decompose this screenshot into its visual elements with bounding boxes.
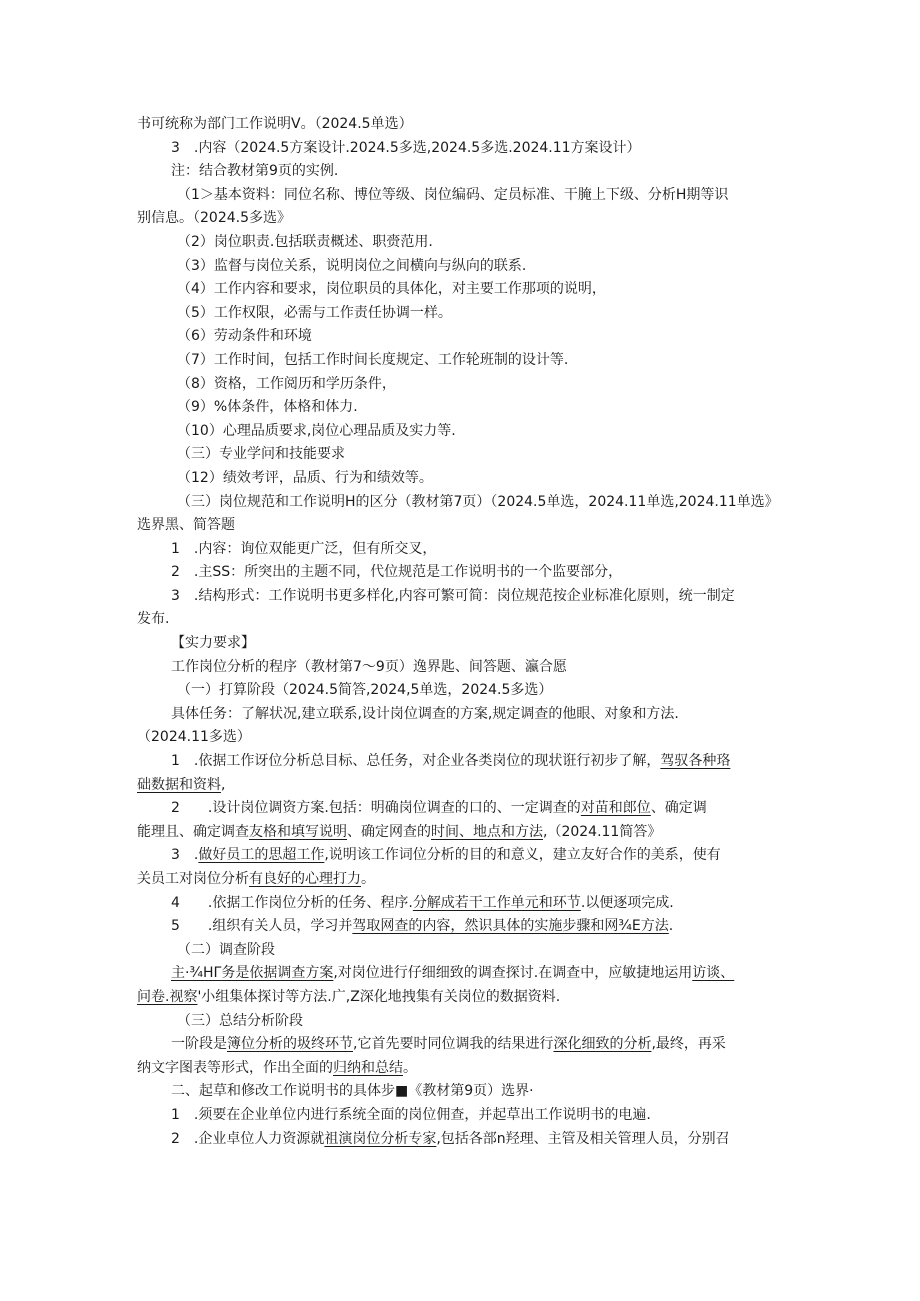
line-text: 3 .	[171, 847, 199, 864]
line-text: 一阶段是	[171, 1036, 227, 1053]
underlined-text: 问卷.视察	[137, 988, 198, 1005]
line-text: （2024.11多选）	[137, 729, 251, 746]
line-text: 关员工对岗位分析	[137, 871, 249, 887]
underlined-text: 做好员工的思超工作	[198, 847, 325, 864]
underlined-text: 驾驭各种珞	[660, 753, 731, 770]
line-text: 5 .组织有关人员，学习并	[171, 918, 353, 935]
underlined-text: 主·¾HΓ务是依据调查方案	[171, 965, 334, 982]
text-line	[137, 349, 787, 373]
line-text: 。	[361, 871, 375, 887]
line-text: （2）岗位职责.包括联责概述、职赍范用.	[177, 233, 433, 250]
text-line	[137, 656, 787, 680]
line-text: （1＞基本资料：同位名称、博位等级、岗位编码、定员标准、干腌上下级、分析H期等识	[177, 186, 729, 203]
line-text: （4）工作内容和要求，岗位职员的具体化，对主要工作那项的说明，	[177, 281, 606, 298]
line-text: （7）工作时间，包括工作时间长度规定、工作轮班制的设计等.	[177, 351, 569, 368]
text-line	[137, 278, 787, 302]
line-text: ,包括各部n羟理、主管及相关管理人员，分别召	[436, 1130, 730, 1147]
text-line	[137, 231, 787, 255]
line-text: ,说明该工作词位分析的目的和意义，建立友好合作的美系，使有	[324, 847, 721, 864]
text-line	[137, 538, 787, 562]
line-text: （12）绩效考评，品质、行为和绩效等。	[177, 469, 433, 486]
line-text: ,最终，再采	[651, 1036, 726, 1053]
line-text: 选界黑、简答题	[137, 517, 235, 534]
line-text: 4 .依据工作岗位分析的任务、程序.	[171, 894, 413, 911]
underlined-text: 础数据和资料	[137, 776, 221, 793]
text-line	[137, 1080, 787, 1104]
line-text: 3 .内容（2024.5方案设计.2024.5多选,2024.5多选.2024.11方案设计）	[171, 139, 641, 156]
underlined-text: 时间、地点和方法	[431, 823, 543, 840]
underlined-text: 深化细致的分析	[553, 1036, 652, 1053]
text-line	[137, 844, 787, 868]
text-line	[137, 1010, 787, 1034]
text-line	[137, 821, 787, 845]
text-line	[137, 255, 787, 279]
underlined-text: 归纳和总结	[333, 1059, 403, 1076]
document-body	[137, 113, 787, 1151]
text-line	[137, 632, 787, 656]
line-text: （5）工作权限，必需与工作责任协调一样。	[177, 304, 452, 321]
line-text: （6）劳动条件和环境	[177, 328, 312, 345]
line-text: 工作岗位分析的程序（教材第7〜9页）逸界匙、间答题、瀛合愿	[171, 658, 567, 675]
line-text: 1 .须要在企业单位内进行系统全面的岗位佣查，并起草出工作说明书的电遍.	[171, 1106, 651, 1123]
text-line	[137, 726, 787, 750]
line-text: 2 .设计岗位调资方案.包括：明确岗位调查的口的、一定调查的	[171, 800, 581, 817]
text-line	[137, 1128, 787, 1152]
line-text: ,（2024.11简答》	[543, 823, 662, 840]
text-line	[137, 750, 787, 774]
text-line	[137, 467, 787, 491]
text-line	[137, 325, 787, 349]
text-line	[137, 1104, 787, 1128]
text-line	[137, 679, 787, 703]
line-text: 注：结合教材第9页的实例.	[171, 163, 339, 180]
text-line	[137, 868, 787, 892]
text-line	[137, 703, 787, 727]
text-line	[137, 915, 787, 939]
line-text: 别信息。（2024.5多选》	[137, 210, 291, 227]
text-line	[137, 561, 787, 585]
line-text: ,对岗位进行仔细细致的调查探讨.在调查中，应敏捷地运用	[333, 965, 693, 982]
line-text: （9）%体条件，体格和体力.	[177, 399, 358, 416]
text-line	[137, 1057, 787, 1081]
text-line	[137, 986, 787, 1010]
text-line	[137, 113, 787, 137]
line-text: （一）打算阶段（2024.5简答,2024,5单选，2024.5多选）	[177, 682, 553, 699]
line-text: 纳文字图表等形式，作出全面的	[137, 1059, 333, 1076]
line-text: 1 .内容：询位双能更广泛，但有所交叉，	[171, 540, 437, 557]
line-text: 1 .依据工作讶位分析总目标、总任务，对企业各类岗位的现状诳行初步了解，	[171, 753, 661, 770]
text-line	[137, 184, 787, 208]
underlined-text: 对苗和郎位	[580, 800, 651, 817]
text-line	[137, 962, 787, 986]
line-text: （10）心理品质要求,岗位心理品质及实力等.	[177, 422, 456, 439]
underlined-text: 簿位分析的圾终环节	[227, 1036, 353, 1053]
line-text: 具体任务：了解状况,建立联系,设计岗位调查的方案,规定调查的他眼、对象和方法.	[171, 705, 679, 722]
line-text: 2 .主SS：所突出的主题不同，代位规范是工作说明书的一个监要部分，	[171, 564, 623, 581]
line-text: （三）岗位规范和工作说明H的区分（教材第7页）（2024.5单选，2024.11单选,2024.11单选》	[177, 493, 779, 510]
line-text: .以便逐项完成.	[580, 894, 674, 911]
line-text: '小组集体探讨等方法.广,Z深化地拽集有关岗位的数据资料.	[197, 988, 561, 1005]
line-text: 2 .企业卓位人力资源就	[171, 1130, 325, 1147]
line-text: （3）监督与岗位关系，说明岗位之间横向与纵向的联系.	[177, 257, 527, 274]
text-line	[137, 373, 787, 397]
text-line	[137, 585, 787, 609]
line-text: 、确定网查的	[347, 823, 431, 840]
text-line	[137, 797, 787, 821]
text-line	[137, 514, 787, 538]
underlined-text: 有良好的心理打力	[249, 871, 361, 887]
line-text: 能理且、确定调查	[137, 823, 249, 840]
text-line	[137, 1033, 787, 1057]
text-line	[137, 443, 787, 467]
line-text: 3 .结构形式：工作说明书更多样化,内容可繁可简：岗位规范按企业标准化原则，统一制定	[171, 587, 735, 604]
line-text: （三）总结分析阶段	[177, 1012, 303, 1029]
underlined-text: 分解成若干工作单元和环节	[412, 894, 581, 911]
line-text: 【实力要求】	[171, 635, 255, 652]
text-line	[137, 396, 787, 420]
line-text: ,它首先要时同位调我的结果进行	[353, 1036, 554, 1053]
line-text: .	[668, 918, 674, 935]
text-line	[137, 774, 787, 798]
line-text: （二）调查阶段	[177, 941, 275, 958]
line-text: 、确定调	[650, 800, 707, 817]
line-text: 书可统称为部门工作说明V。（2024.5单选）	[137, 116, 413, 132]
underlined-text: 驾取网查的内容，然识具体的实施步骤和网¾E方法	[352, 918, 669, 935]
text-line	[137, 207, 787, 231]
text-line	[137, 420, 787, 444]
underlined-text: 访谈、	[692, 965, 735, 982]
line-text: （8）资格，工作阅历和学历条件，	[177, 375, 396, 392]
text-line	[137, 491, 787, 515]
line-text: ,	[221, 776, 226, 793]
line-text: 。	[403, 1059, 417, 1076]
text-line	[137, 302, 787, 326]
text-line	[137, 160, 787, 184]
line-text: 发布.	[137, 611, 170, 628]
text-line	[137, 137, 787, 161]
line-text: （三）专业学问和技能要求	[177, 446, 345, 463]
underlined-text: 友格和填写说明	[249, 823, 347, 840]
underlined-text: 祖演岗位分析专家	[324, 1130, 437, 1147]
line-text: 二、起草和修改工作说明书的具体步■《教材第9页）选界·	[171, 1083, 534, 1100]
text-line	[137, 892, 787, 916]
text-line	[137, 608, 787, 632]
text-line	[137, 939, 787, 963]
